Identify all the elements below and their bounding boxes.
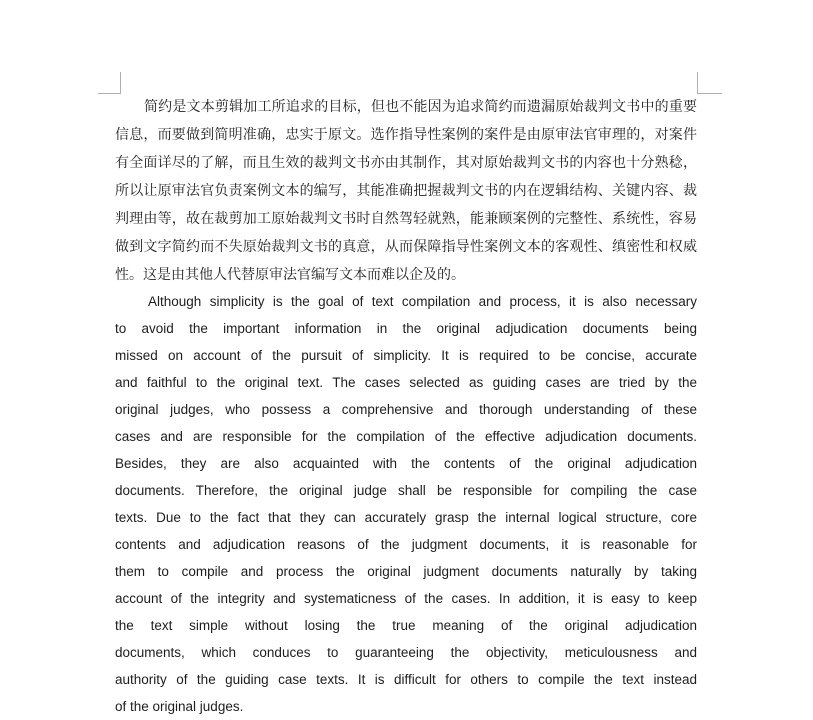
text-line: account of the integrity and systematicness of the cases. In addition, it is easy to keep bbox=[115, 591, 697, 606]
text-line: missed on account of the pursuit of simplicity. It is required to be concise, accurate bbox=[115, 348, 697, 363]
text-line: 所以让原审法官负责案例文本的编写，其能准确把握裁判文书的内在逻辑结构、关键内容、裁 bbox=[115, 182, 697, 198]
text-line: the text simple without losing the true meaning of the original adjudication bbox=[115, 618, 697, 633]
text-line: and faithful to the original text. The cases selected as guiding cases are tried by the bbox=[115, 375, 697, 390]
text-line: them to compile and process the original judgment documents naturally by taking bbox=[115, 564, 697, 579]
document-body bbox=[115, 92, 697, 720]
text-line: documents, which conduces to guaranteeing the objectivity, meticulousness and bbox=[115, 645, 697, 660]
text-line: of the original judges. bbox=[115, 699, 244, 714]
text-line: to avoid the important information in the original adjudication documents being bbox=[115, 321, 697, 336]
paragraph-chinese bbox=[115, 92, 697, 288]
text-boundary-mark-top-left-icon bbox=[98, 72, 121, 94]
text-line: Besides, they are also acquainted with the contents of the original adjudication bbox=[115, 456, 697, 471]
text-line: 做到文字简约而不失原始裁判文书的真意，从而保障指导性案例文本的客观性、缜密性和权威 bbox=[115, 238, 697, 254]
text-line: original judges, who possess a comprehensive and thorough understanding of these bbox=[115, 402, 697, 417]
text-line: authority of the guiding case texts. It is difficult for others to compile the text instead bbox=[115, 672, 697, 687]
text-line: documents. Therefore, the original judge shall be responsible for compiling the case bbox=[115, 483, 697, 498]
text-boundary-mark-top-right-icon bbox=[697, 72, 722, 94]
paragraph-english bbox=[115, 288, 697, 720]
text-line: cases and are responsible for the compilation of the effective adjudication documents. bbox=[115, 429, 697, 444]
text-line: contents and adjudication reasons of the judgment documents, it is reasonable for bbox=[115, 537, 697, 552]
text-line: 有全面详尽的了解，而且生效的裁判文书亦由其制作，其对原始裁判文书的内容也十分熟稔， bbox=[115, 154, 697, 170]
text-line: Although simplicity is the goal of text compilation and process, it is also necessary bbox=[148, 294, 697, 309]
text-line: texts. Due to the fact that they can accurately grasp the internal logical structure, core bbox=[115, 510, 697, 525]
text-line: 判理由等，故在裁剪加工原始裁判文书时自然驾轻就熟，能兼顾案例的完整性、系统性，容易 bbox=[115, 210, 697, 226]
text-line: 信息，而要做到简明准确，忠实于原文。选作指导性案例的案件是由原审法官审理的，对案件 bbox=[115, 126, 697, 142]
text-line: 性。这是由其他人代替原审法官编写文本而难以企及的。 bbox=[115, 266, 465, 282]
text-line: 简约是文本剪辑加工所追求的目标，但也不能因为追求简约而遗漏原始裁判文书中的重要 bbox=[144, 98, 697, 114]
